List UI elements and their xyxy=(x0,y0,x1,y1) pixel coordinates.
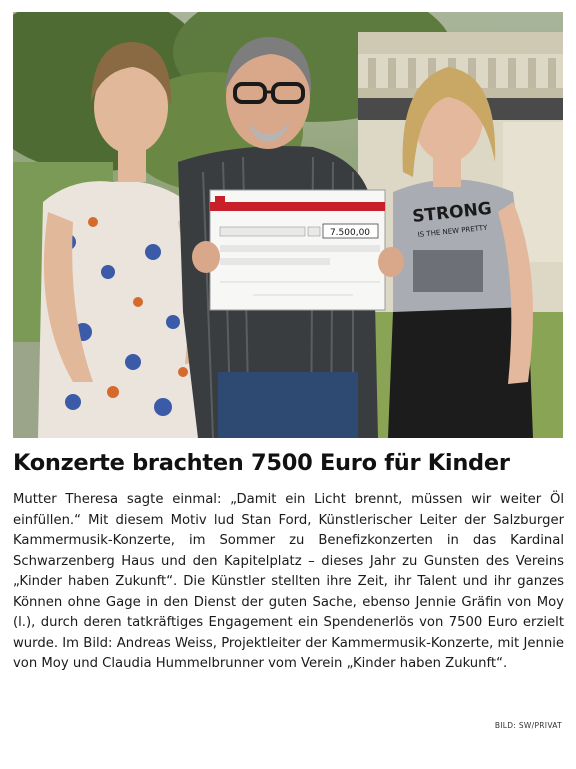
cheque-amount: 7.500,00 xyxy=(329,228,371,238)
article-photo xyxy=(13,12,563,438)
headline: Konzerte brachten 7500 Euro für Kinder xyxy=(13,450,510,476)
article-body: Mutter Theresa sagte einmal: „Damit ein Licht brennt, müssen wir weiter Öl einfüllen.“ Mit diesem Motiv lud Stan Ford, Künstlerischer Leiter der Salzburger Kammermusik-Konzerte, im Sommer zu Benefizkonzerten in das Kardinal Schwarzenberg Haus und den Kapitelplatz – dieses Jahr zu Gunsten des Vereins „Kinder haben Zukunft“. Die Künstler stellten ihre Zeit, ihr Talent und ihr ganzes Können ohne Gage in den Dienst der guten Sache, ebenso Jennie Gräfin von Moy (l.), durch deren tatkräftiges Engagement ein Spendenerlös von 7500 Euro erzielt wurde. Im Bild: Andreas Weiss, Projektleiter der Kammermusik-Konzerte, mit Jennie von Moy und Claudia Hummelbrunner vom Verein „Kinder haben Zukunft“. xyxy=(13,492,564,671)
shirt-text-1: STRONG xyxy=(411,198,493,227)
photo-credit: BILD: SW/PRIVAT xyxy=(494,721,562,730)
shirt-text-2: IS THE NEW PRETTY xyxy=(417,223,488,239)
donation-cheque xyxy=(210,190,385,310)
